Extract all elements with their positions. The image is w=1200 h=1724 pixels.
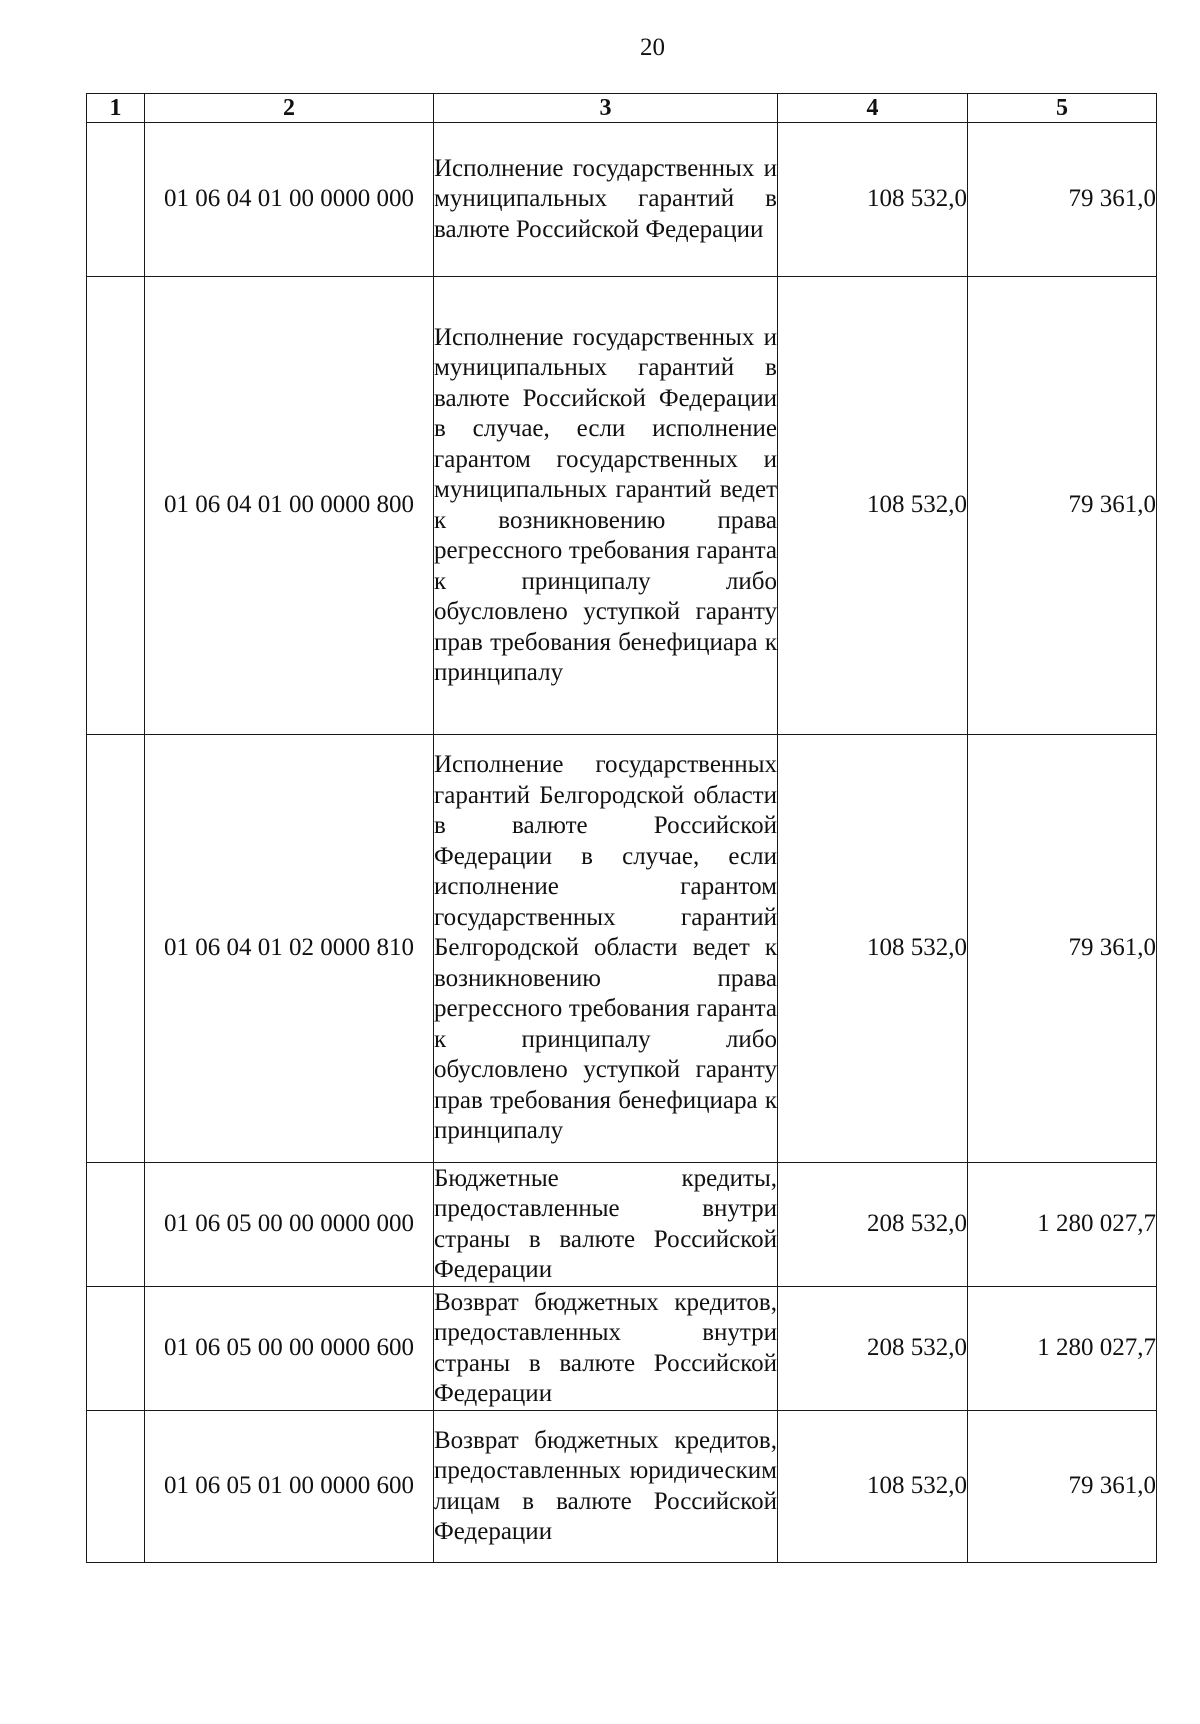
table-row [87,277,1157,735]
amount-col5: 79 361,0 [968,277,1157,735]
row-description: Исполнение государственных и муниципальных гарантий в валюте Российской Федерации в случае, если исполнение гарантом государственных и муниципальных гарантий ведет к возникновению права регрессного требования гаранта к принципалу либо обусловлено уступкой гаранту прав требования бенефициара к принципалу [434,277,778,735]
amount-col4: 108 532,0 [778,735,968,1163]
amount-col4: 108 532,0 [778,1411,968,1563]
amount-col5: 1 280 027,7 [968,1163,1157,1287]
table-header [87,94,1157,123]
column-header-5: 5 [968,94,1157,123]
row-index-cell [87,123,145,277]
column-header-2: 2 [145,94,434,123]
budget-code: 01 06 04 01 00 0000 000 [145,123,434,277]
column-header-1: 1 [87,94,145,123]
row-index-cell [87,1287,145,1411]
column-header-3: 3 [434,94,778,123]
budget-code: 01 06 05 00 00 0000 000 [145,1163,434,1287]
budget-code: 01 06 04 01 02 0000 810 [145,735,434,1163]
column-header-4: 4 [778,94,968,123]
table-row [87,123,1157,277]
table-row [87,1163,1157,1287]
amount-col4: 108 532,0 [778,123,968,277]
page-number: 20 [640,34,665,61]
row-index-cell [87,735,145,1163]
amount-col4: 208 532,0 [778,1287,968,1411]
row-index-cell [87,277,145,735]
budget-code: 01 06 05 01 00 0000 600 [145,1411,434,1563]
amount-col5: 1 280 027,7 [968,1287,1157,1411]
budget-code: 01 06 04 01 00 0000 800 [145,277,434,735]
row-description: Бюджетные кредиты, предоставленные внутри страны в валюте Российской Федерации [434,1163,778,1287]
row-description: Возврат бюджетных кредитов, предоставленных внутри страны в валюте Российской Федерации [434,1287,778,1411]
amount-col5: 79 361,0 [968,1411,1157,1563]
budget-code: 01 06 05 00 00 0000 600 [145,1287,434,1411]
amount-col4: 108 532,0 [778,277,968,735]
row-index-cell [87,1163,145,1287]
amount-col5: 79 361,0 [968,735,1157,1163]
row-description: Возврат бюджетных кредитов, предоставленных юридическим лицам в валюте Российской Федерации [434,1411,778,1563]
table-row [87,735,1157,1163]
table-row [87,1287,1157,1411]
row-index-cell [87,1411,145,1563]
header-row [87,94,1157,123]
amount-col4: 208 532,0 [778,1163,968,1287]
table-body [87,123,1157,1563]
row-description: Исполнение государственных и муниципальных гарантий в валюте Российской Федерации [434,123,778,277]
row-description: Исполнение государственных гарантий Белгородской области в валюте Российской Федерации в случае, если исполнение гарантом государственных гарантий Белгородской области ведет к возникновению права регрессного требования гаранта к принципалу либо обусловлено уступкой гаранту прав требования бенефициара к принципалу [434,735,778,1163]
amount-col5: 79 361,0 [968,123,1157,277]
table-row [87,1411,1157,1563]
budget-table [86,93,1157,1563]
